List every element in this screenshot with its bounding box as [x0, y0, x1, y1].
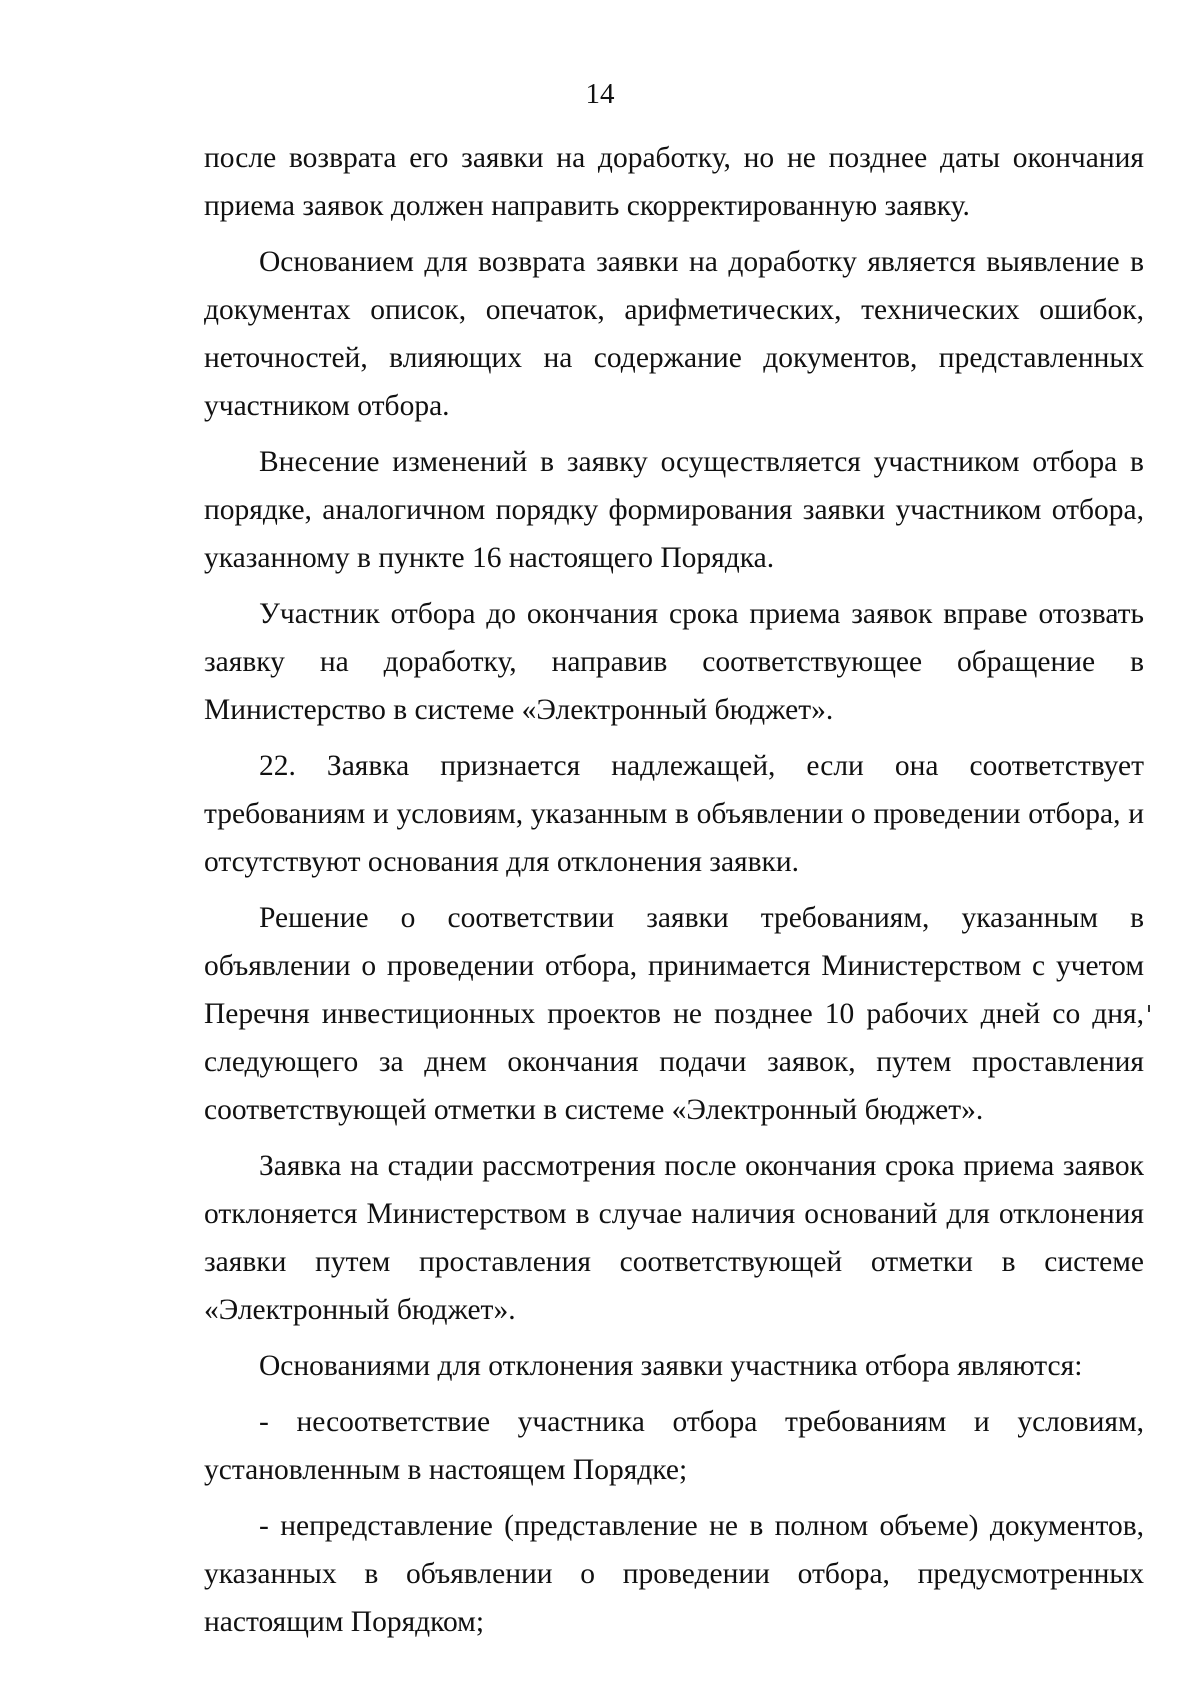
document-body [204, 134, 1144, 1654]
paragraph-continuation: после возврата его заявки на доработку, но не позднее даты окончания приема заявок должен направить скорректированную заявку. [204, 142, 1144, 222]
paragraph-amendments: Внесение изменений в заявку осуществляется участником отбора в порядке, аналогичном порядку формирования заявки участником отбора, указанному в пункте 16 настоящего Порядка. [204, 446, 1144, 574]
scan-artifact-mark [1148, 1005, 1150, 1012]
list-item-noncompliance: - несоответствие участника отбора требованиям и условиям, установленным в настоящем Порядке; [204, 1406, 1144, 1486]
list-item-missing-documents: - непредставление (представление не в полном объеме) документов, указанных в объявлении о проведении отбора, предусмотренных настоящим Порядком; [204, 1510, 1144, 1638]
paragraph-return-grounds: Основанием для возврата заявки на доработку является выявление в документах описок, опечаток, арифметических, технических ошибок, неточностей, влияющих на содержание документов, представленных участником отбора. [204, 246, 1144, 422]
paragraph-rejection-grounds-heading: Основаниями для отклонения заявки участника отбора являются: [259, 1350, 1083, 1382]
paragraph-withdrawal: Участник отбора до окончания срока приема заявок вправе отозвать заявку на доработку, направив соответствующее обращение в Министерство в системе «Электронный бюджет». [204, 598, 1144, 726]
page-number: 14 [585, 78, 615, 110]
paragraph-decision: Решение о соответствии заявки требованиям, указанным в объявлении о проведении отбора, принимается Министерством с учетом Перечня инвестиционных проектов не позднее 10 рабочих дней со дня, следующего за днем окончания подачи заявок, путем проставления соответствующей отметки в системе «Электронный бюджет». [204, 902, 1144, 1126]
paragraph-item-22: 22. Заявка признается надлежащей, если она соответствует требованиям и условиям, указанным в объявлении о проведении отбора, и отсутствуют основания для отклонения заявки. [204, 750, 1144, 878]
paragraph-rejection: Заявка на стадии рассмотрения после окончания срока приема заявок отклоняется Министерством в случае наличия оснований для отклонения заявки путем проставления соответствующей отметки в системе «Электронный бюджет». [204, 1150, 1144, 1326]
